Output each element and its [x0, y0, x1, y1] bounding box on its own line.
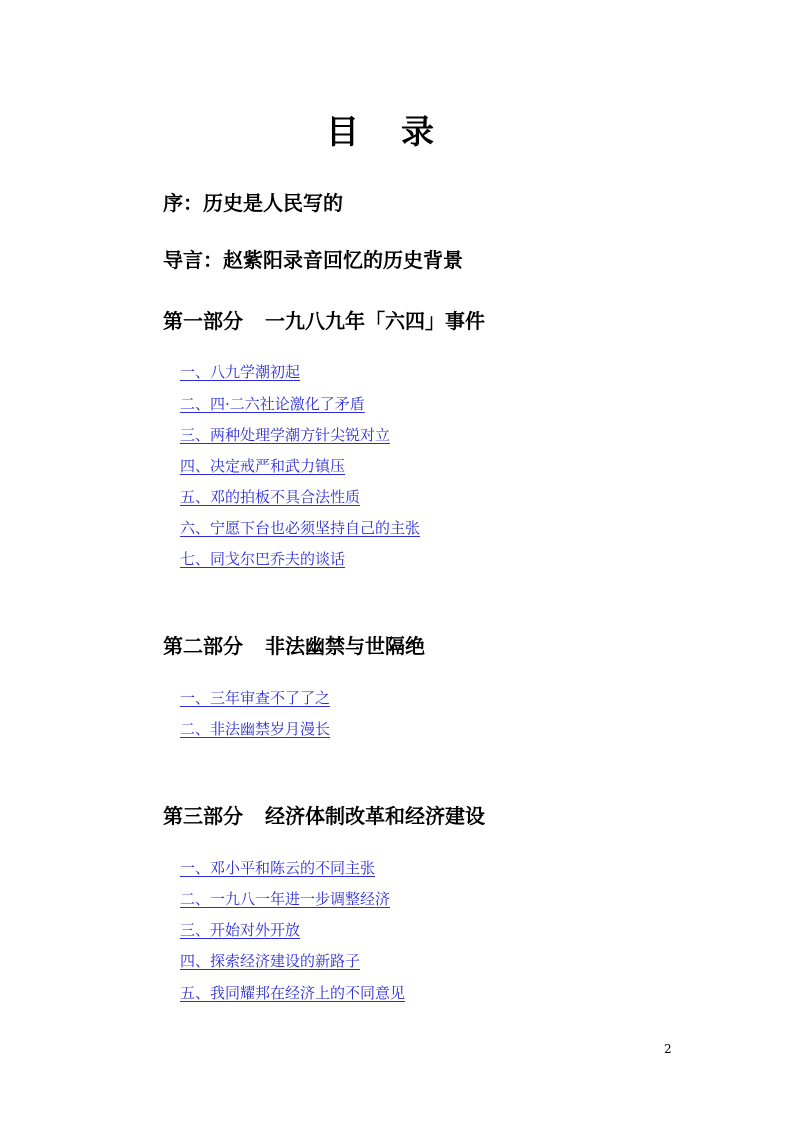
part2-title: 非法幽禁与世隔绝	[265, 634, 425, 658]
toc-link-part1-1[interactable]: 一、八九学潮初起	[180, 363, 301, 381]
toc-link-part1-6[interactable]: 六、宁愿下台也必须坚持自己的主张	[180, 519, 421, 537]
intro-heading: 导言：赵紫阳录音回忆的历史背景	[163, 248, 463, 272]
toc-link-part1-5[interactable]: 五、邓的拍板不具合法性质	[180, 488, 361, 506]
toc-link-part3-5[interactable]: 五、我同耀邦在经济上的不同意见	[180, 984, 406, 1002]
part1-heading	[163, 308, 485, 334]
title-char-right: 录	[401, 112, 434, 151]
toc-link-part1-4[interactable]: 四、决定戒严和武力镇压	[180, 457, 346, 475]
part1-title: 一九八九年「六四」事件	[265, 309, 485, 333]
page-title	[0, 106, 760, 153]
toc-link-part3-1[interactable]: 一、邓小平和陈云的不同主张	[180, 859, 376, 877]
part3-heading	[163, 803, 485, 829]
part2-label: 第二部分	[163, 634, 243, 658]
preface-heading: 序：历史是人民写的	[163, 191, 343, 215]
toc-link-part1-2[interactable]: 二、四·二六社论激化了矛盾	[180, 395, 365, 413]
page-number: 2	[664, 1042, 672, 1056]
toc-link-part2-1[interactable]: 一、三年审查不了了之	[180, 689, 331, 707]
title-char-left: 目	[326, 112, 359, 151]
toc-link-part2-2[interactable]: 二、非法幽禁岁月漫长	[180, 720, 331, 738]
toc-link-part3-3[interactable]: 三、开始对外开放	[180, 921, 301, 939]
part3-label: 第三部分	[163, 804, 243, 828]
toc-link-part3-2[interactable]: 二、一九八一年进一步调整经济	[180, 890, 391, 908]
part2-heading	[163, 633, 425, 659]
toc-link-part1-3[interactable]: 三、两种处理学潮方针尖锐对立	[180, 426, 391, 444]
toc-link-part3-4[interactable]: 四、探索经济建设的新路子	[180, 952, 361, 970]
part3-title: 经济体制改革和经济建设	[265, 804, 485, 828]
toc-link-part1-7[interactable]: 七、同戈尔巴乔夫的谈话	[180, 550, 346, 568]
part1-label: 第一部分	[163, 309, 243, 333]
